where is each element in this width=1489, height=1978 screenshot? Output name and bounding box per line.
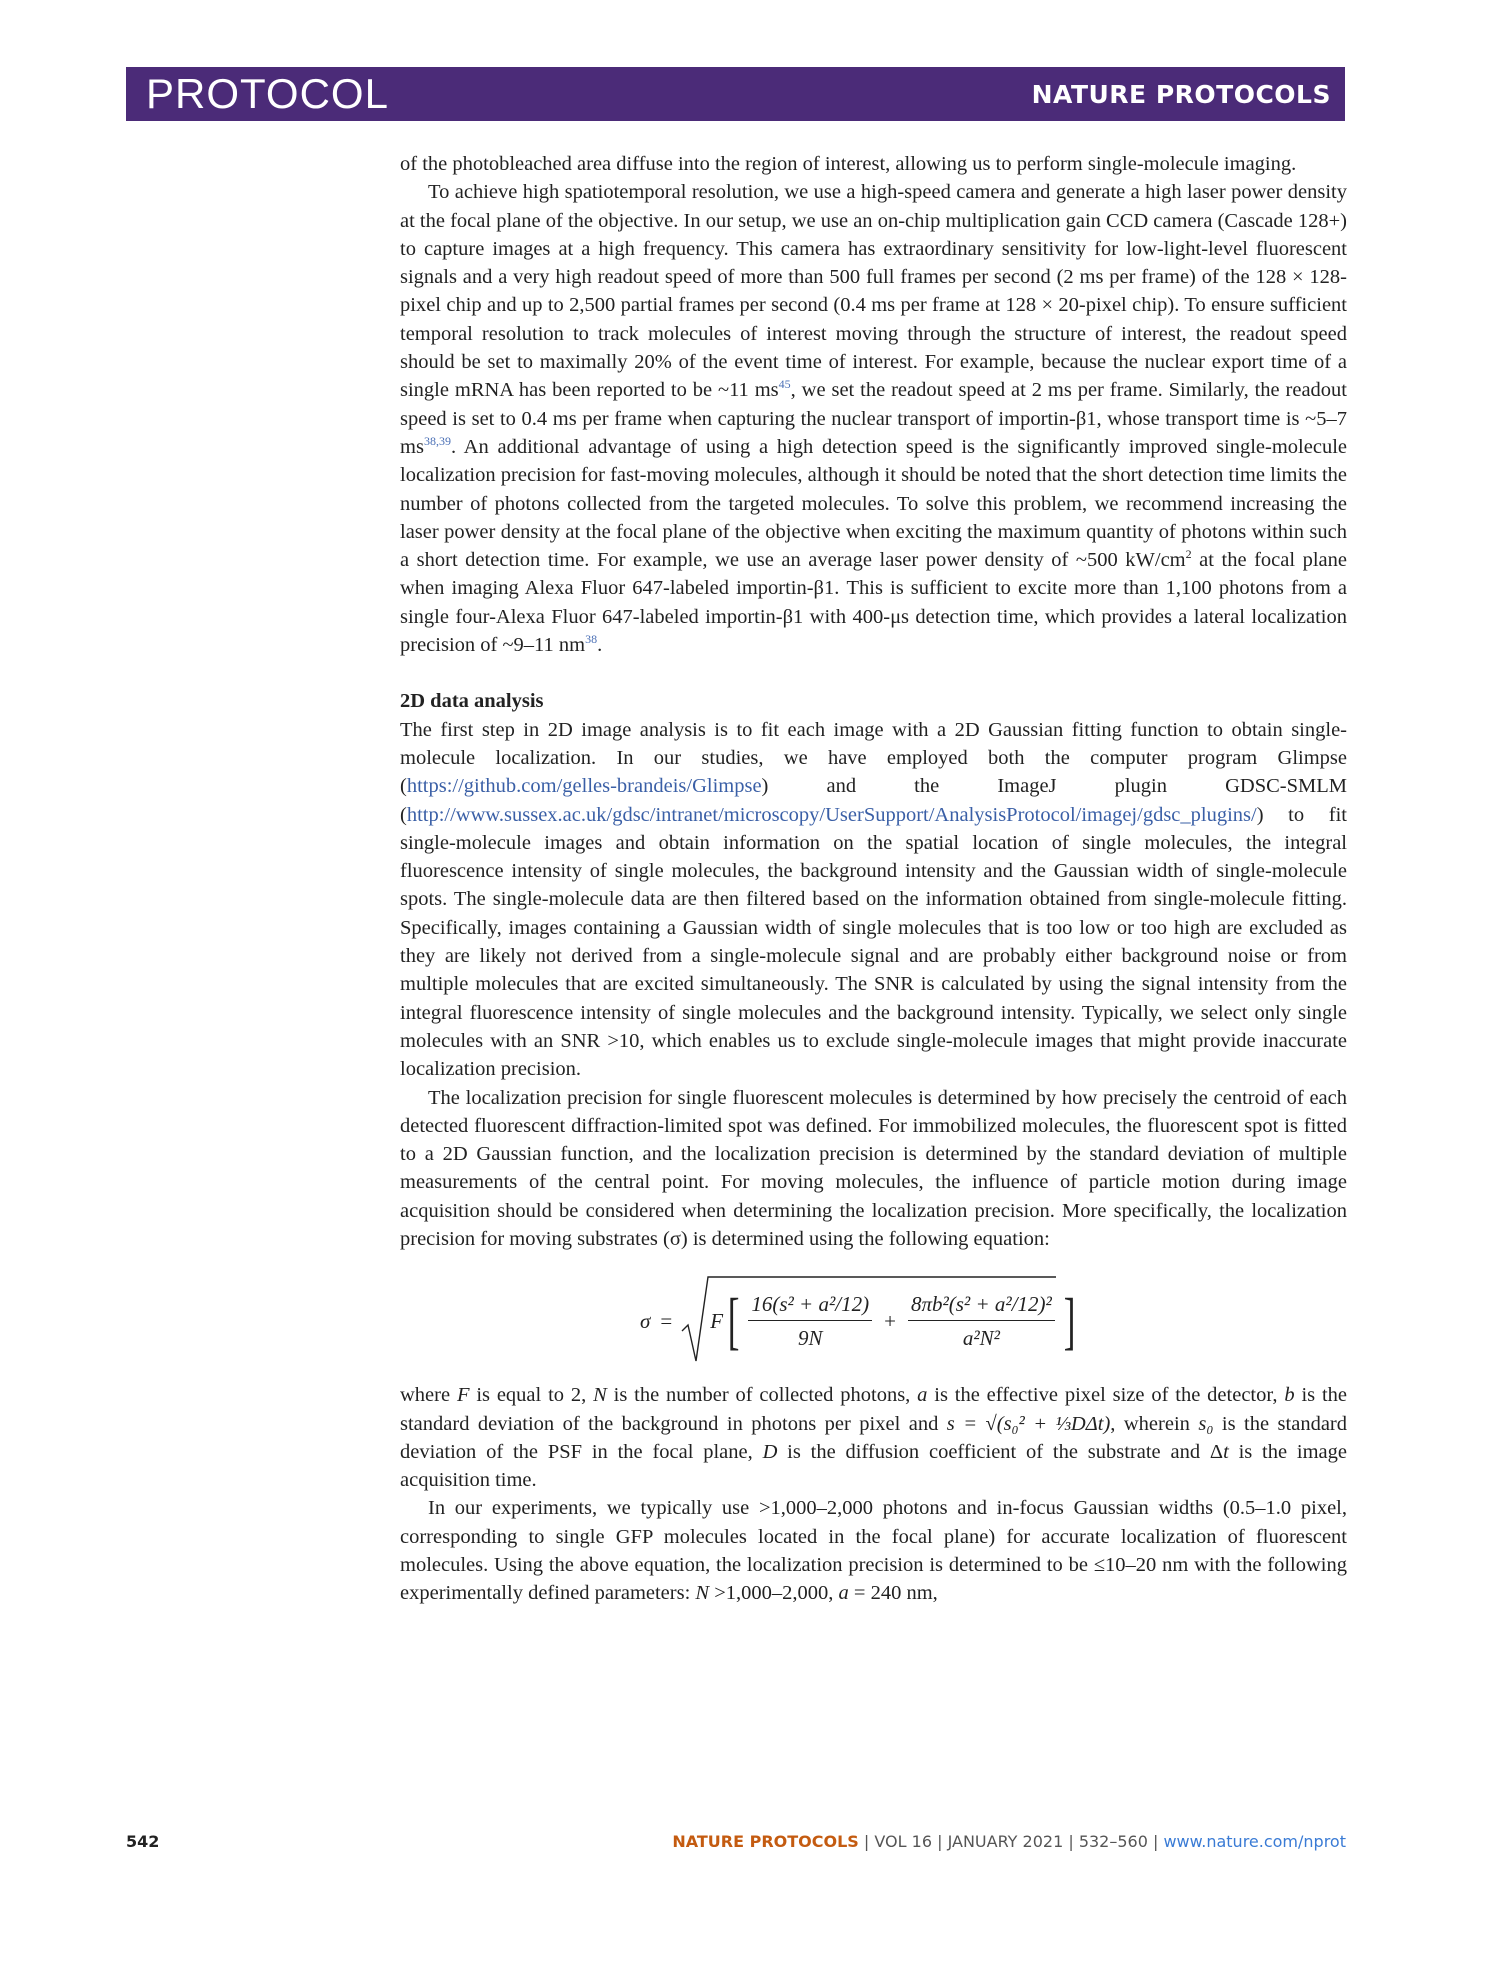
citation-link[interactable]: 45 (778, 377, 791, 392)
citation-link[interactable]: 38 (585, 632, 598, 647)
paragraph-6: In our experiments, we typically use >1,000–2,000 photons and in-focus Gaussian widths (0.5–1.0 pixel, corresponding to single GFP molecules located in the focal plane) for accurate localization of fluorescent molecules. Using the above equation, the localization precision is determined to be ≤10–20 nm with the following experimentally defined parameters: N >1,000–2,000, a = 240 nm, (400, 1497, 1347, 1605)
article-body (400, 150, 1347, 1608)
gdsc-link[interactable]: http://www.sussex.ac.uk/gdsc/intranet/microscopy/UserSupport/AnalysisProtocol/imagej/gdsc_plugins/ (406, 803, 1257, 826)
paragraph-1: of the photobleached area diffuse into the region of interest, allowing us to perform single-molecule imaging. (400, 153, 1297, 175)
paragraph-5: where F is equal to 2, N is the number of collected photons, a is the effective pixel size of the detector, b is the standard deviation of the background in photons per pixel and s = √(s₀² + ⅓DΔt), wherein s₀ is the standard deviation of the PSF in the focal plane, D is the diffusion coefficient of the substrate and Δt is the image acquisition time. (400, 1384, 1348, 1492)
citation-link[interactable]: 38,39 (423, 434, 451, 449)
sqrt-symbol: F [ $\frac{\text{16(s² + a²/12)}}{9N}$ + $\frac{\text{8πb²(s² + a²/12)²}}{\text{a²N²}}$ ] (680, 1273, 1080, 1369)
paragraph-3: The first step in 2D image analysis is to fit each image with a 2D Gaussian fitting function to obtain single-molecule localization. In our studies, we have employed both the computer program Glimpse (https://github.com/gelles-brandeis/Glimpse) and the ImageJ plugin GDSC-SMLM (http://www.sussex.ac.uk/gdsc/intranet/microscopy/UserSupport/AnalysisProtocol/imagej/gdsc_plugins/) to fit single-molecule images and obtain information on the spatial location of single molecules, the integral fluorescence intensity of single molecules, the background intensity and the Gaussian width of single-molecule spots. The single-molecule data are then filtered based on the information obtained from single-molecule fitting. Specifically, images containing a Gaussian width of single molecules that is too low or too high are excluded as they are likely not derived from a single-molecule signal and are probably either background noise or from multiple molecules that are excited simultaneously. The SNR is calculated by using the signal intensity from the integral fluorescence intensity of single molecules and the background intensity. Typically, we select only single molecules with an SNR >10, which enables us to exclude single-molecule images that might provide inaccurate localization precision. (400, 718, 1347, 1081)
page-number: 542 (126, 1832, 160, 1851)
journal-name: NATURE PROTOCOLS (1031, 80, 1331, 109)
header-bar (126, 67, 1345, 121)
section-heading: 2D data analysis (400, 690, 544, 713)
glimpse-link[interactable]: https://github.com/gelles-brandeis/Glimpse (406, 775, 762, 798)
journal-url-link[interactable]: www.nature.com/nprot (1163, 1832, 1346, 1851)
footer-citation: NATURE PROTOCOLS | VOL 16 | JANUARY 2021 | 532–560 | www.nature.com/nprot (672, 1832, 1346, 1851)
localization-equation: σ = F [ $\frac{\text{16(s² + a²/12)}}{9N}$ + $\frac{\text{8πb²(s² + a²/12)²}}{\text{a²N²}}$ ] (400, 1253, 1347, 1381)
paragraph-2: To achieve high spatiotemporal resolution, we use a high-speed camera and generate a high laser power density at the focal plane of the objective. In our setup, we use an on-chip multiplication gain CCD camera (Cascade 128+) to capture images at a high frequency. This camera has extraordinary sensitivity for low-light-level fluorescent signals and a very high readout speed of more than 500 full frames per second (2 ms per frame) of the 128 × 128-pixel chip and up to 2,500 partial frames per second (0.4 ms per frame at 128 × 20-pixel chip). To ensure sufficient temporal resolution to track molecules of interest moving through the structure of interest, the readout speed should be set to maximally 20% of the event time of interest. For example, because the nuclear export time of a single mRNA has been reported to be ~11 ms$^{45}$, we set the readout speed at 2 ms per frame. Similarly, the readout speed is set to 0.4 ms per frame when capturing the nuclear transport of importin-β1, whose transport time is ~5–7 ms$^{38,39}$. An additional advantage of using a high detection speed is the significantly improved single-molecule localization precision for fast-moving molecules, although it should be noted that the short detection time limits the number of photons collected from the targeted molecules. To solve this problem, we recommend increasing the laser power density at the focal plane of the objective when exciting the maximum quantity of photons within such a short detection time. For example, we use an average laser power density of ~500 $kW/cm^2$ at the focal plane when imaging Alexa Fluor 647-labeled importin-β1. This is sufficient to excite more than 1,100 photons from a single four-Alexa Fluor 647-labeled importin-β1 with 400-μs detection time, which provides a lateral localization precision of ~9–11 nm$^{38}$. (400, 181, 1348, 657)
paragraph-4: The localization precision for single fluorescent molecules is determined by how precisely the centroid of each detected fluorescent diffraction-limited spot was defined. For immobilized molecules, the fluorescent spot is fitted to a 2D Gaussian function, and the localization precision is determined by the standard deviation of multiple measurements of the central point. For moving molecules, the influence of particle motion during image acquisition should be considered when determining the localization precision. More specifically, the localization precision for moving substrates (σ) is determined using the following equation: (400, 1086, 1347, 1250)
section-label: PROTOCOL (146, 70, 389, 117)
